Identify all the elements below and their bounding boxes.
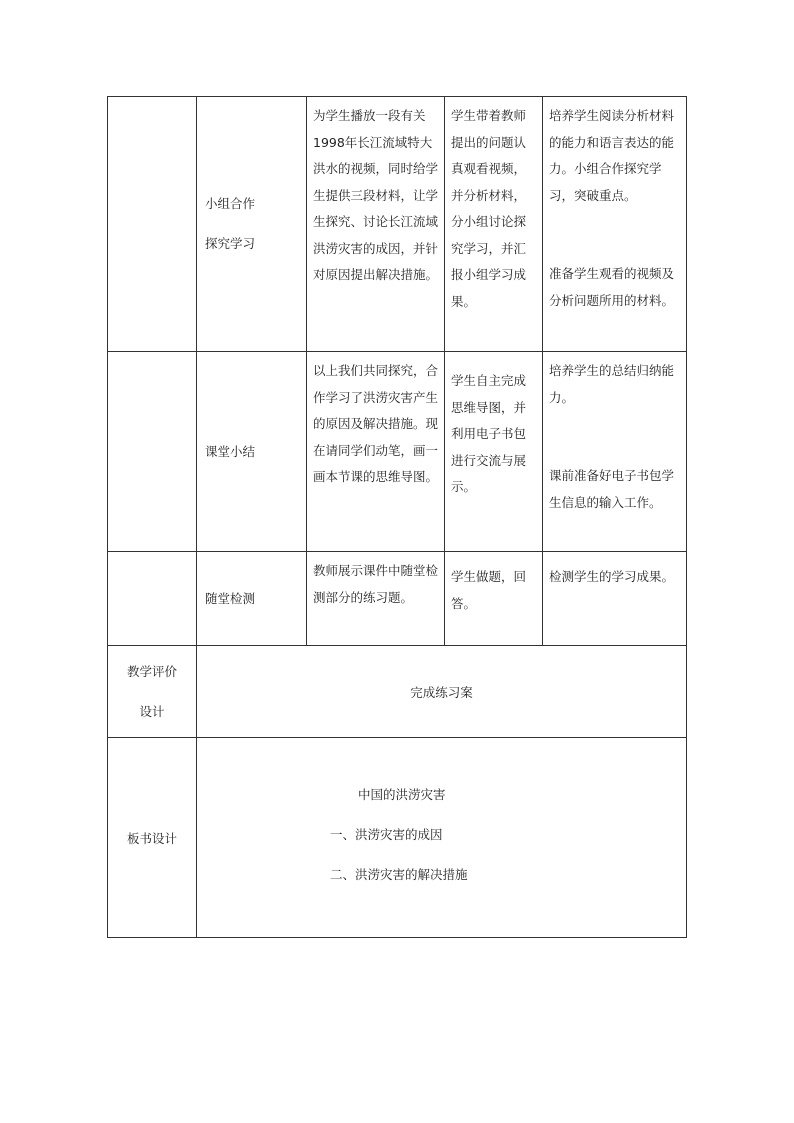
empty-cell: [108, 97, 197, 352]
evaluation-content-cell: [197, 646, 687, 738]
evaluation-content: 完成练习案: [410, 684, 473, 700]
evaluation-label-line-1: 教学评价: [126, 663, 177, 679]
table-row: [108, 646, 687, 738]
table-row: [108, 352, 687, 552]
teacher-activity-text: 以上我们共同探究，合作学习了洪涝灾害产生的原因及解决措施。现在请同学们动笔，画一画本节课的思维导图。: [313, 363, 439, 484]
empty-cell: [108, 552, 197, 646]
board-point-2: 二、洪涝灾害的解决措施: [330, 866, 468, 882]
stage-label-line-2: 探究学习: [205, 236, 256, 251]
teacher-activity-cell: [307, 352, 445, 552]
stage-cell: [197, 352, 307, 552]
empty-cell: [108, 352, 197, 552]
stage-cell: [197, 552, 307, 646]
lesson-plan-table: [107, 96, 687, 938]
teacher-activity-cell: [307, 97, 445, 352]
table-row: [108, 97, 687, 352]
design-intent-cell: [543, 352, 687, 552]
teacher-activity-text: 为学生播放一段有关1998年长江流域特大洪水的视频，同时给学生提供三段材料，让学生探究、讨论长江流域洪涝灾害的成因，并针对原因提出解决措施。: [313, 108, 439, 282]
design-intent-cell: [543, 552, 687, 646]
board-label-cell: [108, 738, 197, 938]
table-row: [108, 738, 687, 938]
stage-cell: [197, 97, 307, 352]
design-intent-text: 培养学生的总结归纳能力。: [549, 363, 675, 405]
preparation-text: 准备学生观看的视频及分析问题所用的材料。: [549, 266, 675, 308]
board-title: 中国的洪涝灾害: [358, 786, 446, 802]
board-label: 板书设计: [126, 830, 177, 846]
student-activity-cell: [445, 97, 543, 352]
evaluation-label-line-2: 设计: [139, 703, 165, 719]
student-activity-text: 学生做题，回答。: [451, 569, 527, 611]
student-activity-cell: [445, 552, 543, 646]
student-activity-text: 学生自主完成思维导图，并利用电子书包进行交流与展示。: [451, 373, 527, 494]
student-activity-cell: [445, 352, 543, 552]
board-point-1: 一、洪涝灾害的成因: [330, 826, 443, 842]
preparation-text: 课前准备好电子书包学生信息的输入工作。: [549, 468, 675, 510]
evaluation-label-cell: [108, 646, 197, 738]
stage-label: 随堂检测: [205, 590, 256, 606]
stage-label: 课堂小结: [205, 443, 256, 459]
stage-label-line-1: 小组合作: [205, 196, 256, 211]
design-intent-text: 检测学生的学习成果。: [549, 569, 675, 584]
teacher-activity-cell: [307, 552, 445, 646]
design-intent-cell: [543, 97, 687, 352]
student-activity-text: 学生带着教师提出的问题认真观看视频，并分析材料，分小组讨论探究学习，并汇报小组学习成果。: [451, 108, 527, 309]
design-intent-text: 培养学生阅读分析材料的能力和语言表达的能力。小组合作探究学习，突破重点。: [549, 108, 675, 203]
table-row: [108, 552, 687, 646]
teacher-activity-text: 教师展示课件中随堂检测部分的练习题。: [313, 563, 439, 605]
board-content-cell: [197, 738, 687, 938]
